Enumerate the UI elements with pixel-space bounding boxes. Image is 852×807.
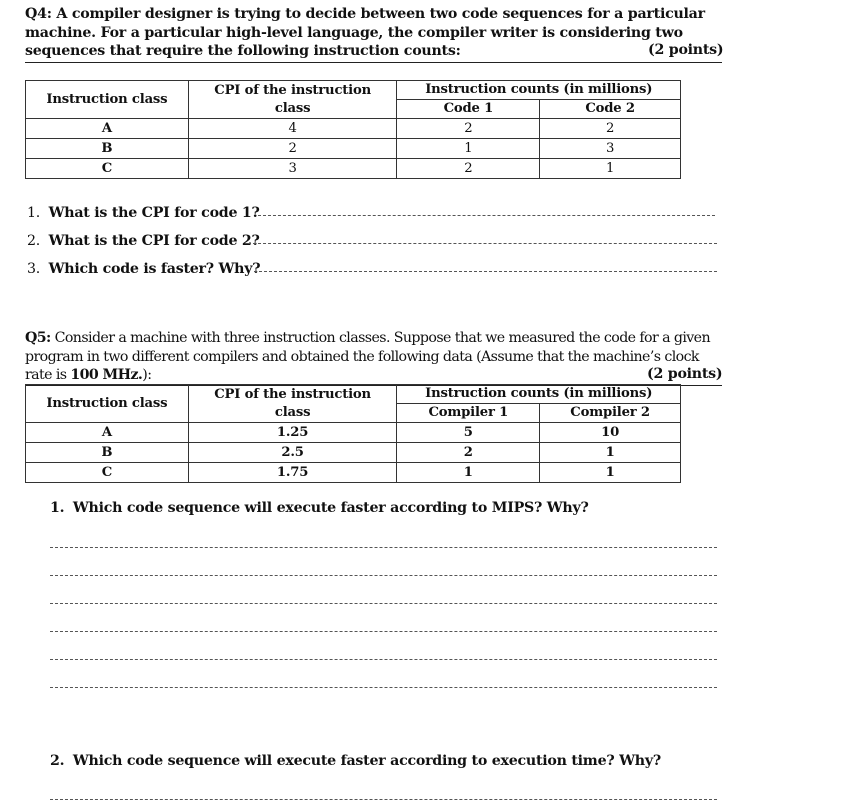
q5-points: (2 points) xyxy=(647,366,723,382)
q5-line-1: Q5: Consider a machine with three instruction classes. Suppose that we measured the code for a given xyxy=(25,330,711,346)
q5-answer-line-2[interactable] xyxy=(50,575,717,576)
table-row xyxy=(26,119,681,139)
q4-answer-line-3[interactable] xyxy=(254,271,717,272)
q4-row-a-code2: 2 xyxy=(540,119,681,139)
q4-line-2: machine. For a particular high-level language, the compiler writer is considering two xyxy=(25,24,683,41)
q5-row-b-compiler1: 2 xyxy=(397,443,540,463)
q5-col-compiler2-header: Compiler 2 xyxy=(540,404,681,423)
q4-row-b-code2: 3 xyxy=(540,139,681,159)
q4-line-1: Q4: A compiler designer is trying to decide between two code sequences for a particular xyxy=(25,6,705,22)
table-row xyxy=(26,443,681,463)
q5-line-3: rate is 100 MHz.): xyxy=(25,367,152,383)
q5-col-cpi-header: CPI of the instruction class xyxy=(188,385,397,423)
q4-question-3: 3. Which code is faster? Why? xyxy=(27,261,261,277)
q4-col-code1-header: Code 1 xyxy=(397,100,540,119)
q4-row-a-class: A xyxy=(26,119,189,139)
q5-col-compiler1-header: Compiler 1 xyxy=(397,404,540,423)
q4-points: (2 points) xyxy=(648,42,724,58)
q4-row-a-code1: 2 xyxy=(397,119,540,139)
q5-row-b-cpi: 2.5 xyxy=(188,443,397,463)
q4-col-code2-header: Code 2 xyxy=(540,100,681,119)
q5-line-2: program in two different compilers and obtained the following data (Assume that the machine’s clock xyxy=(25,348,699,365)
q4-table xyxy=(25,80,681,179)
q4-answer-line-1[interactable] xyxy=(258,215,715,216)
q5-row-c-compiler1: 1 xyxy=(397,463,540,483)
q5-row-a-cpi: 1.25 xyxy=(188,423,397,443)
q5-row-a-class: A xyxy=(26,423,189,443)
q4-row-c-code1: 2 xyxy=(397,159,540,179)
table-row xyxy=(26,463,681,483)
q4-statement xyxy=(25,5,725,61)
q5-answer-line-5[interactable] xyxy=(50,659,717,660)
q4-col-cpi-header: CPI of the instruction class xyxy=(188,81,397,119)
q4-col-group-header: Instruction counts (in millions) xyxy=(397,81,681,100)
q4-row-b-code1: 1 xyxy=(397,139,540,159)
q4-table-header-row-1 xyxy=(26,81,681,100)
q5-row-c-cpi: 1.75 xyxy=(188,463,397,483)
q5-table-header-row-1 xyxy=(26,385,681,404)
q5-answer-line-6[interactable] xyxy=(50,687,717,688)
q4-question-2: 2. What is the CPI for code 2? xyxy=(27,233,260,249)
q4-question-1: 1. What is the CPI for code 1? xyxy=(27,205,260,221)
q5-row-a-compiler1: 5 xyxy=(397,423,540,443)
q5-table xyxy=(25,384,681,483)
q4-col-class-header: Instruction class xyxy=(26,81,189,119)
table-row xyxy=(26,423,681,443)
table-row xyxy=(26,139,681,159)
q5-question-1: 1. Which code sequence will execute faster according to MIPS? Why? xyxy=(50,500,589,516)
q4-row-b-cpi: 2 xyxy=(188,139,397,159)
q4-row-a-cpi: 4 xyxy=(188,119,397,139)
q5-question-2: 2. Which code sequence will execute faster according to execution time? Why? xyxy=(50,753,661,769)
q5-row-c-compiler2: 1 xyxy=(540,463,681,483)
q5-col-group-header: Instruction counts (in millions) xyxy=(397,385,681,404)
q4-answer-line-2[interactable] xyxy=(248,243,717,244)
q5-row-c-class: C xyxy=(26,463,189,483)
q4-divider xyxy=(25,62,722,63)
q4-row-b-class: B xyxy=(26,139,189,159)
q5-answer-line-3[interactable] xyxy=(50,603,717,604)
table-row xyxy=(26,159,681,179)
q5-label: Q5: xyxy=(25,330,51,346)
q4-line-3: sequences that require the following instruction counts: xyxy=(25,43,461,59)
q5-row-a-compiler2: 10 xyxy=(540,423,681,443)
q4-label: Q4: xyxy=(25,6,52,22)
q5-answer-line-4[interactable] xyxy=(50,631,717,632)
q4-row-c-cpi: 3 xyxy=(188,159,397,179)
q5-answer-line-7[interactable] xyxy=(50,799,717,800)
q5-answer-line-1[interactable] xyxy=(50,547,717,548)
q4-row-c-code2: 1 xyxy=(540,159,681,179)
q5-col-class-header: Instruction class xyxy=(26,385,189,423)
q5-row-b-compiler2: 1 xyxy=(540,443,681,463)
q5-row-b-class: B xyxy=(26,443,189,463)
q4-row-c-class: C xyxy=(26,159,189,179)
q5-statement xyxy=(25,329,730,385)
